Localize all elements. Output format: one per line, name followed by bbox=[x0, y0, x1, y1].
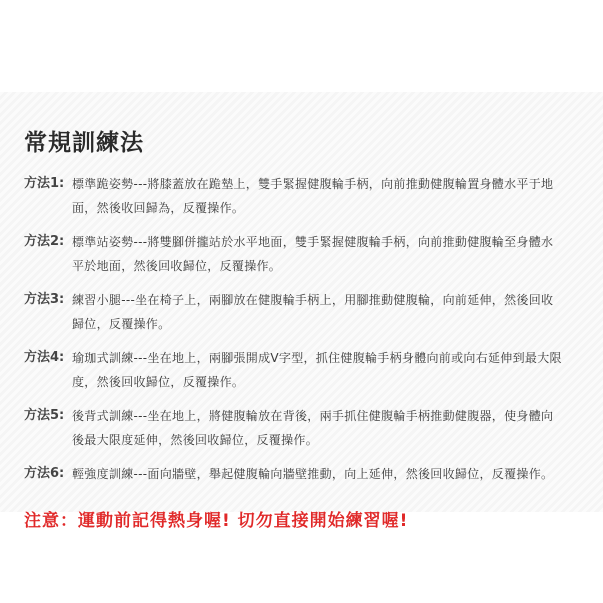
method-label: 方法1: bbox=[24, 176, 65, 191]
method-label: 方法3: bbox=[24, 292, 65, 307]
method-item-6 bbox=[24, 462, 584, 486]
method-description: 後背式訓練---坐在地上，將健腹輪放在背後，兩手抓住健腹輪手柄推動健腹器，使身體向後最大限度延伸，然後回收歸位，反覆操作。 bbox=[72, 409, 554, 447]
method-description: 練習小腿---坐在椅子上，兩腳放在健腹輪手柄上，用腳推動健腹輪，向前延伸，然後回收歸位，反覆操作。 bbox=[72, 293, 554, 331]
method-item-2 bbox=[24, 230, 584, 278]
method-description: 標準跪姿勢---將膝蓋放在跪墊上，雙手緊握健腹輪手柄，向前推動健腹輪置身體水平于地面，然後收回歸為，反覆操作。 bbox=[72, 177, 554, 215]
training-methods-panel bbox=[24, 128, 584, 534]
method-item-5 bbox=[24, 404, 584, 452]
warning-notice: 注意：運動前記得熱身喔! 切勿直接開始練習喔! bbox=[24, 511, 409, 531]
method-description: 標準站姿勢---將雙腳併攏站於水平地面，雙手緊握健腹輪手柄，向前推動健腹輪至身體水平於地面，然後回收歸位，反覆操作。 bbox=[72, 235, 554, 273]
method-description: 輕強度訓練---面向牆壁，舉起健腹輪向牆壁推動，向上延伸，然後回收歸位，反覆操作。 bbox=[72, 467, 554, 481]
method-label: 方法2: bbox=[24, 234, 65, 249]
method-item-3 bbox=[24, 288, 584, 336]
method-label: 方法6: bbox=[24, 466, 65, 481]
method-item-4 bbox=[24, 346, 584, 394]
method-item-1 bbox=[24, 172, 584, 220]
method-label: 方法5: bbox=[24, 408, 65, 423]
method-label: 方法4: bbox=[24, 350, 65, 365]
method-description: 瑜珈式訓練---坐在地上，兩腳張開成V字型，抓住健腹輪手柄身體向前或向右延伸到最大限度，然後回收歸位，反覆操作。 bbox=[72, 351, 562, 389]
page-title: 常規訓練法 bbox=[24, 130, 144, 156]
